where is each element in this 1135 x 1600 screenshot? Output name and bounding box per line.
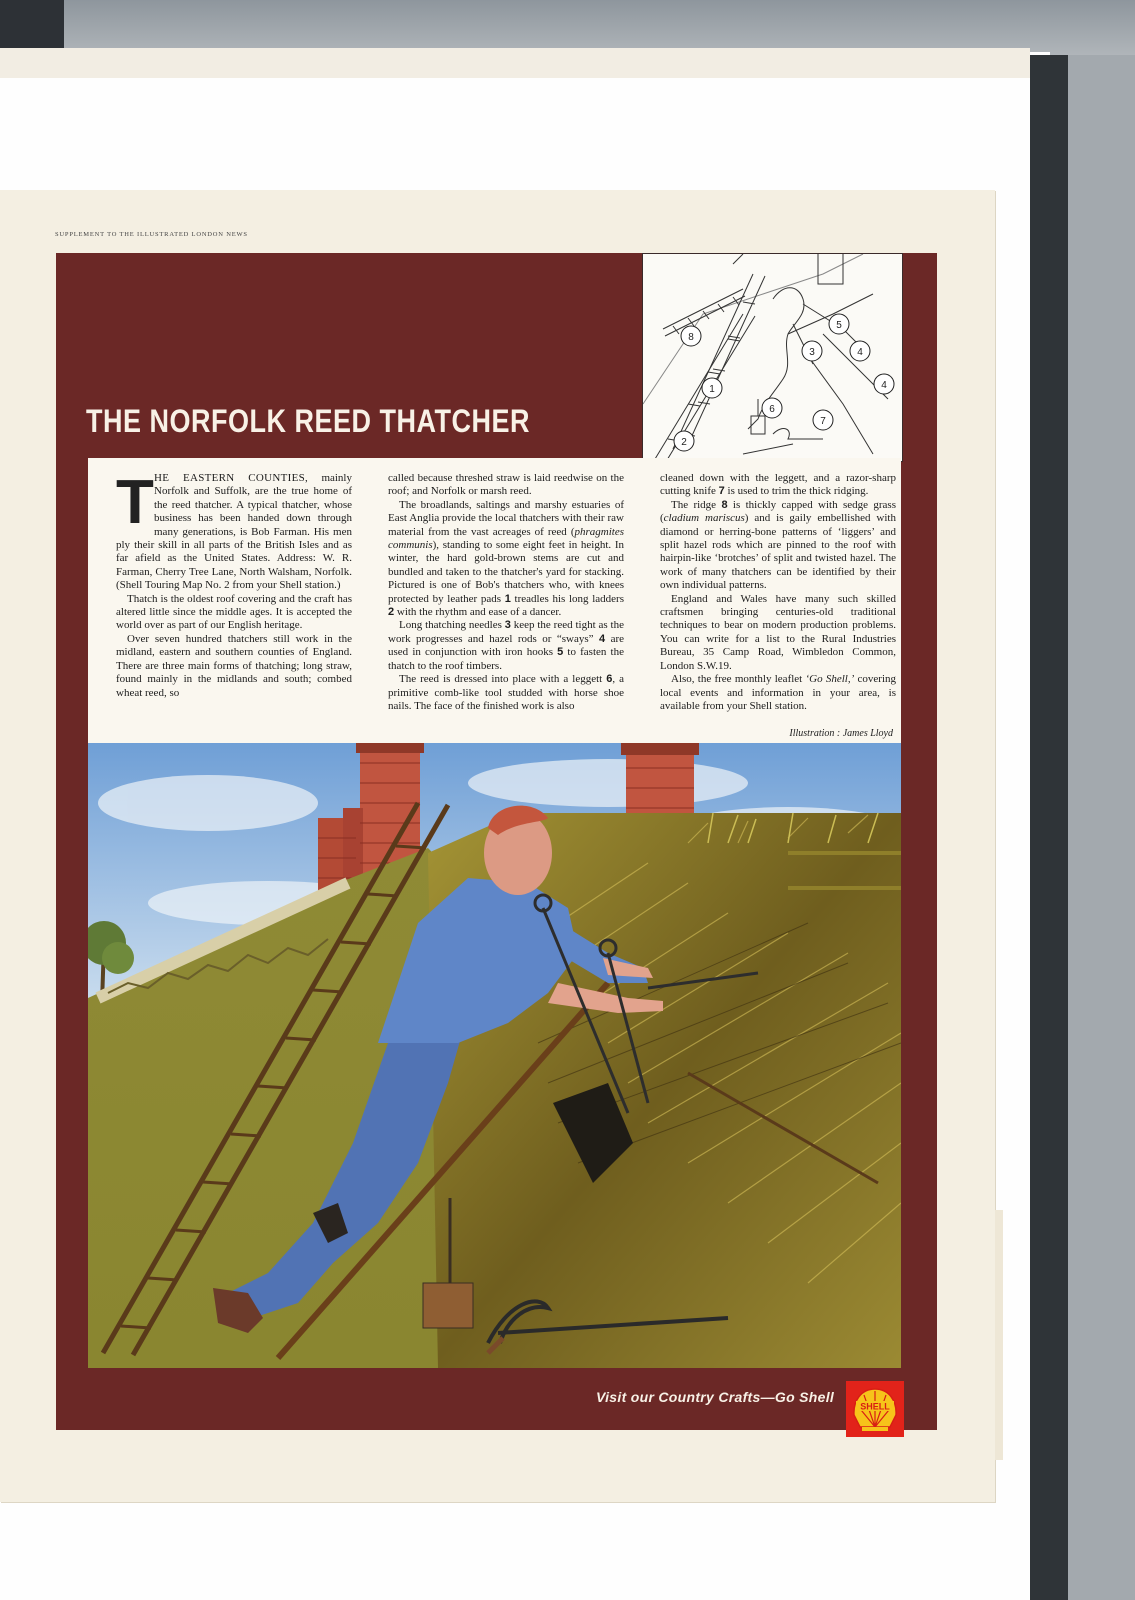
binder-spine	[1030, 55, 1072, 1600]
svg-text:SHELL: SHELL	[860, 1401, 890, 1412]
thatcher-illustration	[88, 743, 901, 1368]
shell-tagline: Visit our Country Crafts—Go Shell	[596, 1389, 835, 1405]
diagram-label-1	[702, 378, 722, 398]
paragraph: The reed is dressed into place with a leggett 6, a primitive comb-like tool studded with horse shoe nails. The face of the finished work is also	[388, 673, 624, 712]
svg-text:2: 2	[681, 437, 687, 448]
article-column-2	[388, 472, 624, 713]
diagram-label-8	[681, 326, 701, 346]
svg-text:5: 5	[836, 320, 842, 331]
svg-text:3: 3	[809, 347, 815, 358]
page-stub	[995, 1210, 1003, 1460]
article-column-3	[660, 472, 896, 713]
magazine-page	[0, 190, 995, 1502]
supplement-header: SUPPLEMENT TO THE ILLUSTRATED LONDON NEWS	[55, 231, 248, 238]
svg-text:8: 8	[688, 332, 694, 343]
scan-background-right	[1068, 55, 1135, 1600]
diagram-label-4b	[874, 374, 894, 394]
paragraph: The broadlands, saltings and marshy estuaries of East Anglia provide the local thatchers with their raw material from the vast acreages of reed (phragmites communis), standing to some eight feet in height. In winter, the hard gold-brown stems are cut and bundled and taken to the thatcher's yard for stacking. Pictured is one of Bob's thatchers who, with knees protected by leather pads 1 treadles his long ladders 2 with the rhythm and ease of a dancer.	[388, 498, 624, 619]
illustration-credit: Illustration : James Lloyd	[789, 728, 893, 739]
diagram-label-6	[762, 398, 782, 418]
paragraph: THE EASTERN COUNTIES, mainly Norfolk and Suffolk, are the true home of the reed thatcher. A typical thatcher, whose business has been handed down through many generations, is Bob Farman. His men ply their skill in all parts of the British Isles and as far afield as the United States. Address: W. R. Farman, Cherry Tree Lane, North Walsham, Norfolk. (Shell Touring Map No. 2 from your Shell station.)	[116, 468, 352, 592]
diagram-label-2	[674, 431, 694, 451]
key-diagram-drawing	[643, 254, 902, 461]
page-title: THE NORFOLK REED THATCHER	[86, 403, 530, 439]
diagram-label-4a	[850, 341, 870, 361]
diagram-label-7	[813, 410, 833, 430]
paragraph: Thatch is the oldest roof covering and the craft has altered little since the middle ages. It is accepted the world over as part of our English heritage.	[116, 592, 352, 632]
key-diagram	[642, 253, 903, 462]
svg-text:6: 6	[769, 404, 775, 415]
advert-frame	[56, 253, 937, 1430]
svg-text:4: 4	[881, 380, 887, 391]
paragraph: Over seven hundred thatchers still work in the midland, eastern and southern counties of England. There are three main forms of thatching; long straw, found mainly in the midlands and south; combed wheat reed, so	[116, 632, 352, 699]
article-column-1	[116, 468, 352, 700]
diagram-label-5	[829, 314, 849, 334]
drop-cap: T	[116, 468, 154, 537]
diagram-label-3	[802, 341, 822, 361]
paragraph: The ridge 8 is thickly capped with sedge grass (cladium mariscus) and is gaily embellished with diamond or herring-bone patterns of ‘liggers’ and split hazel rods which are pinned to the roof with hairpin-like ‘brotches’ of split and twisted hazel. The work of many thatchers can be identified by their own individual patterns.	[660, 498, 896, 592]
svg-text:4: 4	[857, 347, 863, 358]
svg-text:1: 1	[709, 384, 715, 395]
paragraph: England and Wales have many such skilled craftsmen bringing centuries-old traditional techniques to bear on modern production problems. You can write for a list to the Rural Industries Bureau, 35 Camp Road, Wimbledon Common, London S.W.19.	[660, 592, 896, 672]
torn-edge	[0, 48, 1030, 78]
svg-text:7: 7	[820, 416, 826, 427]
paragraph: Also, the free monthly leaflet ‘Go Shell,’ covering local events and information in your area, is available from your Shell station.	[660, 673, 897, 712]
thatcher-painting	[88, 743, 901, 1368]
shell-logo	[846, 1381, 904, 1437]
shell-pecten-icon	[846, 1381, 904, 1437]
paragraph: Long thatching needles 3 keep the reed tight as the work progresses and hazel rods or “sways” 4 are used in conjunction with iron hooks 5 to fasten the thatch to the roof timbers.	[388, 619, 624, 672]
paragraph: cleaned down with the leggett, and a razor-sharp cutting knife 7 is used to trim the thick ridging.	[660, 472, 896, 498]
paragraph: called because threshed straw is laid reedwise on the roof; and Norfolk or marsh reed.	[388, 472, 624, 498]
article-text-panel	[88, 458, 901, 743]
